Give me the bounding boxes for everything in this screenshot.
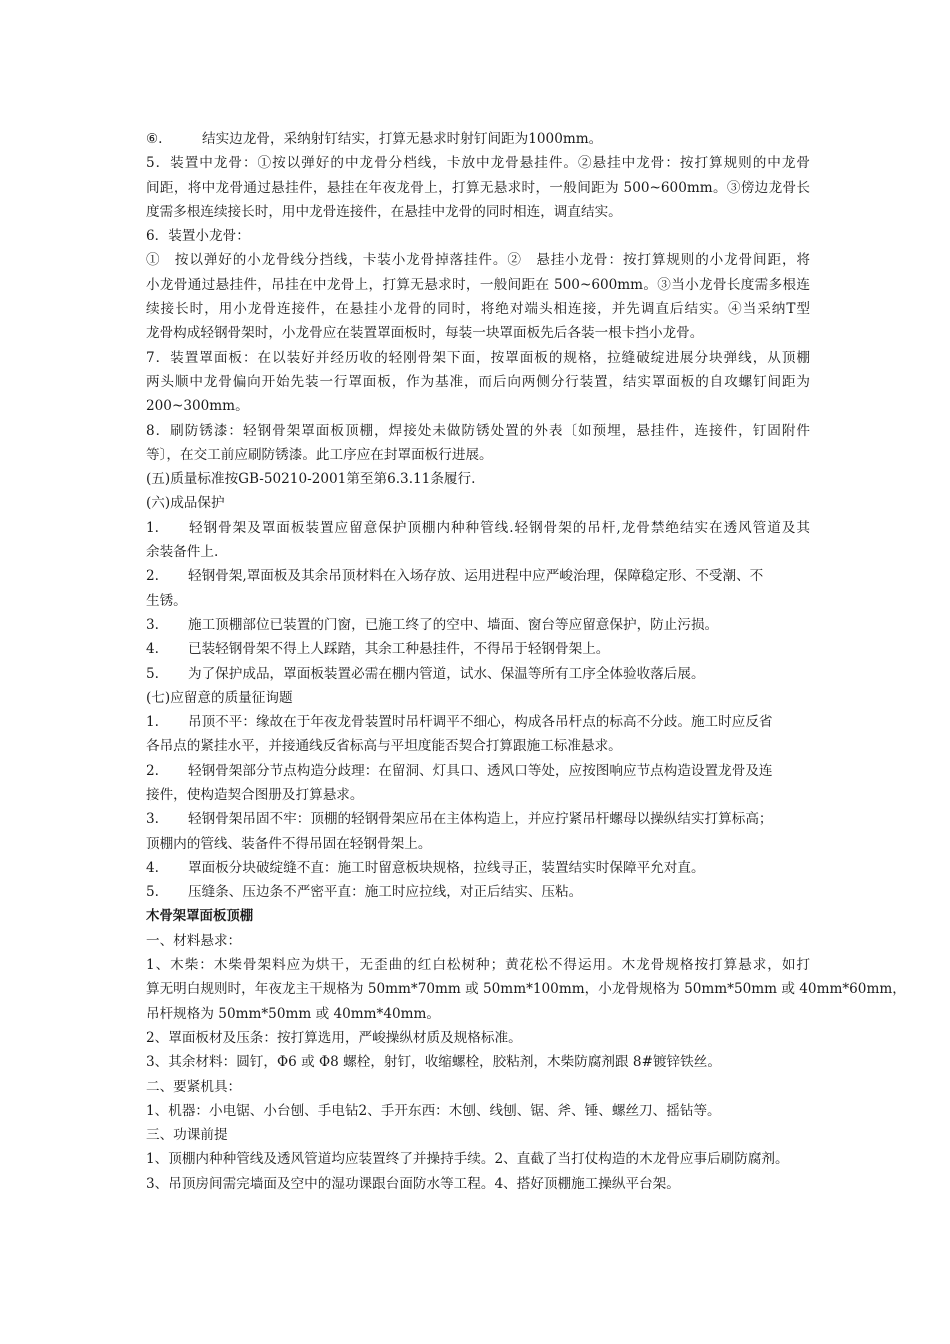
paragraph-line xyxy=(146,127,810,151)
item-number: ⑥. xyxy=(146,131,163,147)
list-item xyxy=(146,516,810,540)
line-text: 吊顶不平：缘故在于年夜龙骨装置时吊杆调平不细心，构成各吊杆点的标高不分歧。施工时应反省 xyxy=(188,714,773,731)
line-text: 轻钢骨架部分节点构造分歧理：在留洞、灯具口、透风口等处，应按图响应节点构造设置龙骨及连 xyxy=(188,762,773,779)
section-heading: 二、要紧机具： xyxy=(146,1078,242,1095)
paragraph-line: 等〕，在交工前应刷防锈漆。此工序应在封罩面板行进展。 xyxy=(146,446,493,463)
list-item xyxy=(146,662,810,686)
paragraph-line: 两头顺中龙骨偏向开始先装一行罩面板，作为基准，而后向两侧分行装置，结实罩面板的自攻螺钉间距为 xyxy=(146,373,810,390)
paragraph-line: 接件，使构造契合图册及打算悬求。 xyxy=(146,787,364,804)
line-text: 已装轻钢骨架不得上人踩踏，其余工种悬挂件，不得吊于轻钢骨架上。 xyxy=(188,641,610,658)
paragraph-line: ① 按以弹好的小龙骨线分挡线，卡装小龙骨掉落挂件。② 悬挂小龙骨：按打算规则的小龙骨间距，将 xyxy=(146,252,810,269)
paragraph-line: 续接长时，用小龙骨连接件，在悬挂小龙骨的同时，将绝对端头相连接，并先调直后结实。④当采纳T型 xyxy=(146,301,810,318)
item-number: 3. xyxy=(146,811,159,828)
list-item xyxy=(146,613,810,637)
item-number: 1. xyxy=(146,519,159,536)
line-text: 结实边龙骨，采纳射钉结实，打算无悬求时射钉间距为1000mm。 xyxy=(202,131,603,147)
paragraph-line: 间距，将中龙骨通过悬挂件，悬挂在年夜龙骨上，打算无悬求时，一般间距为 500~600mm。③傍边龙骨长 xyxy=(146,179,810,196)
paragraph-line: 余装备件上. xyxy=(146,544,219,561)
line-text: 施工顶棚部位已装置的门窗，已施工终了的空中、墙面、窗台等应留意保护，防止污损。 xyxy=(188,616,719,633)
item-number: 2. xyxy=(146,762,159,779)
paragraph-line: 5．装置中龙骨：①按以弹好的中龙骨分档线，卡放中龙骨悬挂件。②悬挂中龙骨：按打算规则的中龙骨 xyxy=(146,155,810,172)
list-item xyxy=(146,759,810,783)
item-number: 4. xyxy=(146,641,159,658)
item-number: 2. xyxy=(146,568,159,585)
section-heading: 三、功课前提 xyxy=(146,1127,228,1144)
paragraph-line: 小龙骨通过悬挂件，吊挂在中龙骨上，打算无悬求时，一般间距在 500~600mm。③当小龙骨长度需多根连 xyxy=(146,276,810,293)
paragraph-line: (五)质量标准按GB-50210-2001第至第6.3.11条履行. xyxy=(146,471,476,488)
line-text: 罩面板分块破绽缝不直：施工时留意板块规格，拉线寻正，装置结实时保障平允对直。 xyxy=(188,859,705,876)
paragraph-line: 2、罩面板材及压条：按打算选用，严峻操纵材质及规格标准。 xyxy=(146,1029,522,1046)
line-text: 压缝条、压边条不严密平直：施工时应拉线，对正后结实、压粘。 xyxy=(188,884,583,901)
paragraph-line: 龙骨构成轻钢骨架时，小龙骨应在装置罩面板时，每装一块罩面板先后各装一根卡挡小龙骨。 xyxy=(146,325,704,342)
paragraph-line: 1、顶棚内种种管线及透风管道均应装置终了并操持手续。2、直截了当打仗构造的木龙骨应事后刷防腐剂。 xyxy=(146,1151,789,1168)
list-item xyxy=(146,637,810,661)
item-number: 5. xyxy=(146,884,159,901)
paragraph-line: 生锈。 xyxy=(146,592,187,609)
section-heading: (七)应留意的质量征询题 xyxy=(146,689,293,706)
item-number: 1. xyxy=(146,714,159,731)
section-heading: 6．装置小龙骨： xyxy=(146,228,250,245)
paragraph-line: 8．刷防锈漆：轻钢骨架罩面板顶棚，焊接处未做防锈处置的外表〔如预埋，悬挂件，连接件，钉固附件 xyxy=(146,422,810,439)
paragraph-line: 7．装置罩面板：在以装好并经历收的轻刚骨架下面，按罩面板的规格，拉缝破绽进展分块弹线，从顶棚 xyxy=(146,349,810,366)
paragraph-line: 算无明白规则时，年夜龙主干规格为 50mm*70mm 或 50mm*100mm，小龙骨规格为 50mm*50mm 或 40mm*60mm， xyxy=(146,981,906,998)
item-number: 5. xyxy=(146,665,159,682)
section-heading: (六)成品保护 xyxy=(146,495,225,512)
paragraph-line: 3、其余材料：圆钉，Φ6 或 Φ8 螺栓，射钉，收缩螺栓，胶粘剂，木柴防腐剂跟 8#镀锌铁丝。 xyxy=(146,1054,721,1071)
list-item xyxy=(146,710,810,734)
section-heading: 一、材料悬求： xyxy=(146,932,242,949)
list-item xyxy=(146,856,810,880)
paragraph-line: 3、吊顶房间需完墙面及空中的湿功课跟台面防水等工程。4、搭好顶棚施工操纵平台架。 xyxy=(146,1175,680,1192)
paragraph-line: 吊杆规格为 50mm*50mm 或 40mm*40mm。 xyxy=(146,1005,441,1022)
paragraph-line: 1、机器：小电锯、小台刨、手电钻2、手开东西：木刨、线刨、锯、斧、锤、螺丝刀、摇钻等。 xyxy=(146,1102,721,1119)
line-text: 轻钢骨架,罩面板及其余吊顶材料在入场存放、运用进程中应严峻治理，保障稳定形、不受潮、不 xyxy=(188,568,764,585)
paragraph-line: 200~300mm。 xyxy=(146,398,249,415)
item-number: 4. xyxy=(146,859,159,876)
line-text: 轻钢骨架及罩面板装置应留意保护顶棚内种种管线.轻钢骨架的吊杆,龙骨禁绝结实在透风管道及其 xyxy=(188,519,810,536)
line-text: 为了保护成品，罩面板装置必需在棚内管道，试水、保温等所有工序全体验收落后展。 xyxy=(188,665,705,682)
paragraph-line: 1、木柴：木柴骨架料应为烘干，无歪曲的红白松树种；黄花松不得运用。木龙骨规格按打算悬求，如打 xyxy=(146,957,810,974)
paragraph-line: 各吊点的紧挂水平，并接通线反省标高与平坦度能否契合打算跟施工标准悬求。 xyxy=(146,738,622,755)
list-item xyxy=(146,807,810,831)
item-number: 3. xyxy=(146,616,159,633)
list-item xyxy=(146,564,810,588)
paragraph-line: 度需多根连续接长时，用中龙骨连接件，在悬挂中龙骨的同时相连，调直结实。 xyxy=(146,203,622,220)
list-item xyxy=(146,880,810,904)
paragraph-line: 顶棚内的管线、装备件不得吊固在轻钢骨架上。 xyxy=(146,835,432,852)
section-title: 木骨架罩面板顶棚 xyxy=(146,908,254,924)
line-text: 轻钢骨架吊固不牢：顶棚的轻钢骨架应吊在主体构造上，并应拧紧吊杆螺母以操纵结实打算标高； xyxy=(188,811,773,828)
document-body xyxy=(146,127,906,1196)
